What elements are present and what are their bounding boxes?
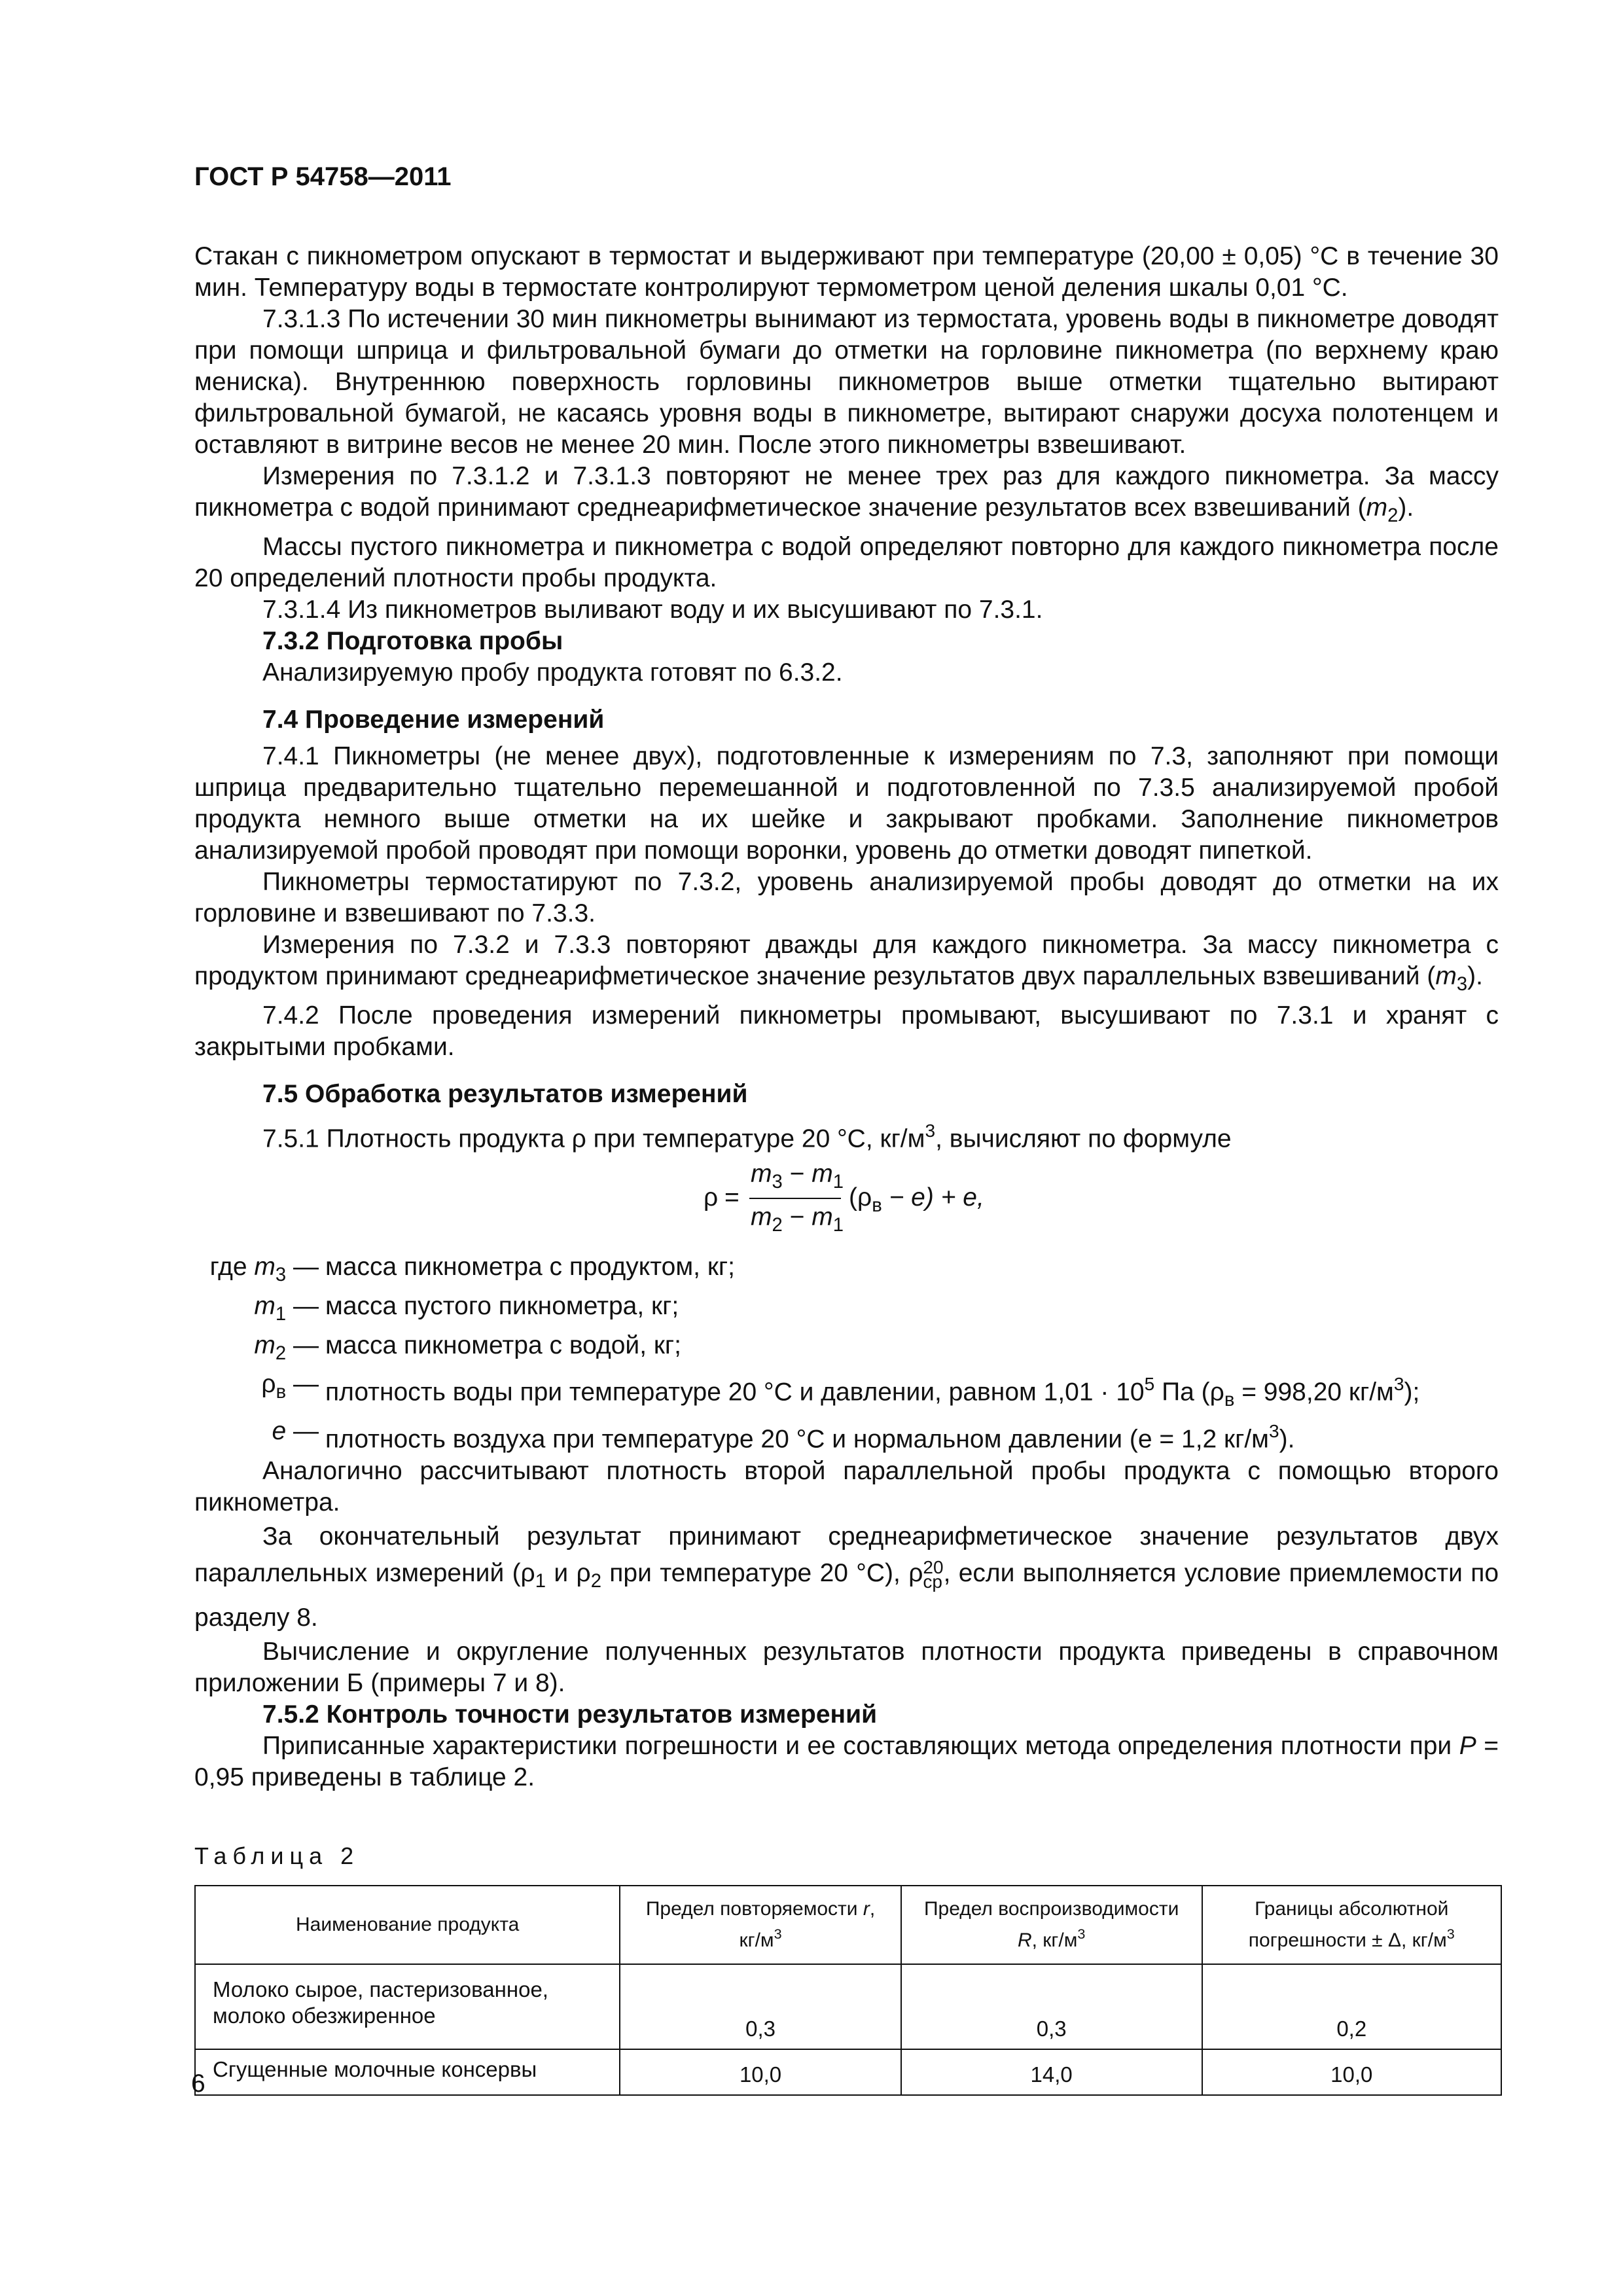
legend-symbol: $\rho_в$ — xyxy=(261,1370,319,1403)
legend-text: плотность воздуха при температуре 20 °С и нормальном давлении (e = 1,2 $кг/м^3$). xyxy=(325,1421,1295,1454)
table-caption: Таблица 2 xyxy=(194,1842,360,1869)
legend-symbol: e — xyxy=(272,1417,319,1446)
table-header-row xyxy=(195,1886,1501,1964)
legend-text: масса пикнометра с водой, кг; xyxy=(325,1331,681,1359)
table-cell-value: 0,3 xyxy=(620,1964,901,2049)
legend-text: плотность воды при температуре 20 °С и давлении, равном $1,01 \cdot 10^5$ Па ($\rho_в = 998,20$ $кг/м^3$); xyxy=(325,1374,1420,1411)
formula-numerator: $m_3 - m_1$ xyxy=(751,1159,844,1193)
table-row xyxy=(195,2049,1501,2095)
section-heading-7-5-2: 7.5.2 Контроль точности результатов измерений xyxy=(262,1700,878,1729)
fraction-line xyxy=(749,1198,841,1199)
page-number: 6 xyxy=(191,2070,205,2098)
table-header-product: Наименование продукта xyxy=(195,1886,620,1964)
paragraph-7-5-1: 7.5.1 Плотность продукта ρ при температуре 20 °С, $кг/м^3$, вычисляют по формуле xyxy=(262,1120,1232,1153)
paragraph: Приписанные характеристики погрешности и ее составляющих метода определения плотности при P = 0,95 приведены в таблице 2. xyxy=(194,1731,1499,1791)
accuracy-table xyxy=(194,1885,1502,2096)
paragraph: Измерения по 7.3.1.2 и 7.3.1.3 повторяют не менее трех раз для каждого пикнометра. За массу пикнометра с водой принимают среднеарифметическое значение результатов всех взвешиваний $(m_2)$. xyxy=(194,462,1499,526)
paragraph: Пикнометры термостатируют по 7.3.2, уровень анализируемой пробы доводят до отметки на их горловине и взвешивают по 7.3.3. xyxy=(194,867,1499,927)
section-heading-7-3-2: 7.3.2 Подготовка пробы xyxy=(262,626,563,655)
paragraph: Массы пустого пикнометра и пикнометра с водой определяют повторно для каждого пикнометра после 20 определений плотности пробы продукта. xyxy=(194,532,1499,592)
paragraph: Вычисление и округление полученных результатов плотности продукта приведены в справочном приложении Б (примеры 7 и 8). xyxy=(194,1637,1499,1697)
table-cell-value: 0,3 xyxy=(901,1964,1202,2049)
table-cell-product: Молоко сырое, пастеризованное, молоко обезжиренное xyxy=(195,1964,620,2049)
formula-legend xyxy=(194,1251,1499,1456)
table-cell-value: 10,0 xyxy=(620,2049,901,2095)
table-header-abs-error: Границы абсолютной погрешности ± Δ, $кг/м^3$ xyxy=(1202,1886,1502,1964)
paragraph-7-3-1-4: 7.3.1.4 Из пикнометров выливают воду и их высушивают по 7.3.1. xyxy=(262,595,1043,624)
section-heading-7-5: 7.5 Обработка результатов измерений xyxy=(262,1079,748,1108)
legend-symbol: где $m_3$ — xyxy=(209,1252,319,1285)
table-cell-product: Сгущенные молочные консервы xyxy=(195,2049,620,2095)
legend-symbol: $m_2$ — xyxy=(254,1331,319,1364)
paragraph: За окончательный результат принимают среднеарифметическое значение результатов двух параллельных измерений ($\rho_1$ и $\rho_2$ при температуре 20 °С), ρ 20 ср , если выполняется условие приемлемости по разделу 8. xyxy=(194,1522,1499,1632)
rho-avg-indices: 20 ср xyxy=(923,1556,944,1592)
section-heading-7-4: 7.4 Проведение измерений xyxy=(262,705,605,734)
legend-text: масса пустого пикнометра, кг; xyxy=(325,1291,679,1320)
table-header-reproducibility: Предел воспроизводимости R, $кг/м^3$ xyxy=(901,1886,1202,1964)
paragraph: Аналогично рассчитывают плотность второй параллельной пробы продукта с помощью второго пикнометра. xyxy=(194,1456,1499,1516)
table-header-repeatability: Предел повторяемости r, $кг/м^3$ xyxy=(620,1886,901,1964)
table-cell-value: 0,2 xyxy=(1202,1964,1502,2049)
legend-text: масса пикнометра с продуктом, кг; xyxy=(325,1252,735,1281)
table-row xyxy=(195,1964,1501,2049)
density-formula: ρ = $m_3 - m_1$ $m_2 - m_1$ $(\rho_в - e) + e$, xyxy=(704,1159,984,1236)
paragraph-7-3-1-3: 7.3.1.3 По истечении 30 мин пикнометры вынимают из термостата, уровень воды в пикнометре доводят при помощи шприца и фильтровальной бумаги до отметки на горловине пикнометра (по верхнему краю мениска). Внутреннюю поверхность горловины пикнометров выше отметки тщательно вытирают фильтровальной бумагой, не касаясь уровня воды в пикнометре, вытирают снаружи досуха полотенцем и оставляют в витрине весов не менее 20 мин. После этого пикнометры взвешивают. xyxy=(194,305,1499,459)
paragraph: Анализируемую пробу продукта готовят по 6.3.2. xyxy=(262,658,843,687)
paragraph: Стакан с пикнометром опускают в термостат и выдерживают при температуре (20,00 ± 0,05) °С в течение 30 мин. Температуру воды в термостате контролируют термометром ценой деления шкалы 0,01 °С. xyxy=(194,242,1499,302)
table-cell-value: 14,0 xyxy=(901,2049,1202,2095)
paragraph-7-4-1: 7.4.1 Пикнометры (не менее двух), подготовленные к измерениям по 7.3, заполняют при помощи шприца предварительно тщательно перемешанной и подготовленной по 7.3.5 анализируемой пробой продукта немного выше отметки на их шейке и закрывают пробками. Заполнение пикнометров анализируемой пробой проводят при помощи воронки, уровень до отметки доводят пипеткой. xyxy=(194,742,1499,865)
formula-denominator: $m_2 - m_1$ xyxy=(751,1202,844,1236)
formula-tail: $(\rho_в - e) + e$, xyxy=(849,1183,984,1216)
paragraph: Измерения по 7.3.2 и 7.3.3 повторяют дважды для каждого пикнометра. За массу пикнометра с продуктом принимают среднеарифметическое значение результатов двух параллельных взвешиваний $(m_3)$. xyxy=(194,930,1499,995)
legend-symbol: $m_1$ — xyxy=(254,1291,319,1325)
paragraph-7-4-2: 7.4.2 После проведения измерений пикнометры промывают, высушивают по 7.3.1 и хранят с закрытыми пробками. xyxy=(194,1001,1499,1061)
document-header: ГОСТ Р 54758—2011 xyxy=(194,162,452,191)
table-cell-value: 10,0 xyxy=(1202,2049,1502,2095)
